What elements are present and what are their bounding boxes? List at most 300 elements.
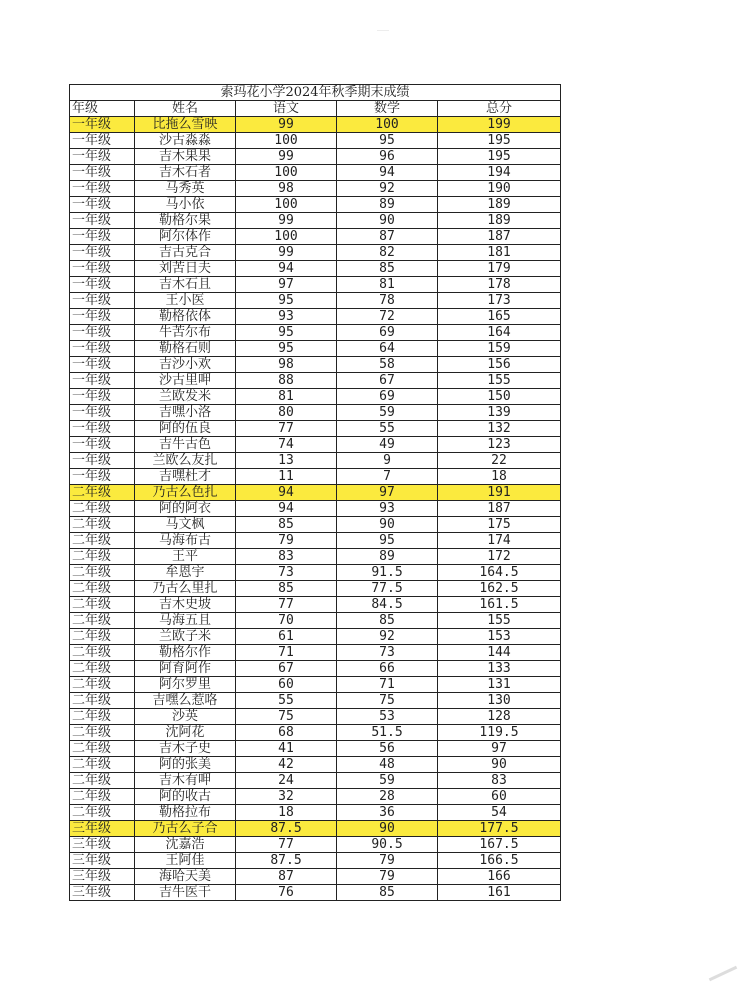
total-score-cell: 22 — [438, 453, 561, 469]
total-score-cell: 97 — [438, 741, 561, 757]
student-name-cell: 吉木有呷 — [135, 773, 236, 789]
grade-cell: 一年级 — [70, 373, 135, 389]
grade-cell: 三年级 — [70, 885, 135, 901]
student-name-cell: 阿尔罗里 — [135, 677, 236, 693]
header-name: 姓名 — [135, 101, 236, 117]
chinese-score-cell: 83 — [236, 549, 337, 565]
math-score-cell: 48 — [337, 757, 438, 773]
total-score-cell: 161 — [438, 885, 561, 901]
scan-mark — [377, 30, 389, 44]
grade-cell: 二年级 — [70, 693, 135, 709]
table-row — [70, 805, 561, 821]
table-row — [70, 245, 561, 261]
grade-cell: 一年级 — [70, 325, 135, 341]
grade-cell: 二年级 — [70, 581, 135, 597]
math-score-cell: 79 — [337, 853, 438, 869]
student-name-cell: 阿尔体作 — [135, 229, 236, 245]
grade-cell: 二年级 — [70, 805, 135, 821]
math-score-cell: 95 — [337, 133, 438, 149]
math-score-cell: 81 — [337, 277, 438, 293]
student-name-cell: 比拖么雪映 — [135, 117, 236, 133]
chinese-score-cell: 70 — [236, 613, 337, 629]
student-name-cell: 乃古么子合 — [135, 821, 236, 837]
student-name-cell: 勒格尔作 — [135, 645, 236, 661]
grade-cell: 一年级 — [70, 437, 135, 453]
table-row — [70, 517, 561, 533]
total-score-cell: 155 — [438, 613, 561, 629]
math-score-cell: 55 — [337, 421, 438, 437]
math-score-cell: 90.5 — [337, 837, 438, 853]
math-score-cell: 28 — [337, 789, 438, 805]
student-name-cell: 兰欧发米 — [135, 389, 236, 405]
table-row — [70, 213, 561, 229]
math-score-cell: 85 — [337, 613, 438, 629]
total-score-cell: 159 — [438, 341, 561, 357]
chinese-score-cell: 42 — [236, 757, 337, 773]
chinese-score-cell: 68 — [236, 725, 337, 741]
total-score-cell: 90 — [438, 757, 561, 773]
table-row — [70, 277, 561, 293]
chinese-score-cell: 74 — [236, 437, 337, 453]
math-score-cell: 64 — [337, 341, 438, 357]
table-row — [70, 789, 561, 805]
total-score-cell: 195 — [438, 133, 561, 149]
grade-cell: 一年级 — [70, 277, 135, 293]
total-score-cell: 153 — [438, 629, 561, 645]
student-name-cell: 沙古里呷 — [135, 373, 236, 389]
math-score-cell: 69 — [337, 325, 438, 341]
math-score-cell: 72 — [337, 309, 438, 325]
chinese-score-cell: 85 — [236, 517, 337, 533]
table-row — [70, 709, 561, 725]
table-row — [70, 741, 561, 757]
student-name-cell: 马小依 — [135, 197, 236, 213]
total-score-cell: 128 — [438, 709, 561, 725]
total-score-cell: 131 — [438, 677, 561, 693]
total-score-cell: 175 — [438, 517, 561, 533]
student-name-cell: 勒格尔果 — [135, 213, 236, 229]
table-row — [70, 581, 561, 597]
student-name-cell: 吉嘿么惹咯 — [135, 693, 236, 709]
total-score-cell: 178 — [438, 277, 561, 293]
grade-cell: 二年级 — [70, 565, 135, 581]
chinese-score-cell: 67 — [236, 661, 337, 677]
math-score-cell: 91.5 — [337, 565, 438, 581]
math-score-cell: 59 — [337, 405, 438, 421]
math-score-cell: 90 — [337, 821, 438, 837]
table-row — [70, 261, 561, 277]
student-name-cell: 沙英 — [135, 709, 236, 725]
total-score-cell: 161.5 — [438, 597, 561, 613]
chinese-score-cell: 85 — [236, 581, 337, 597]
math-score-cell: 85 — [337, 885, 438, 901]
chinese-score-cell: 94 — [236, 501, 337, 517]
grade-cell: 一年级 — [70, 229, 135, 245]
student-name-cell: 勒格石则 — [135, 341, 236, 357]
table-row — [70, 181, 561, 197]
chinese-score-cell: 87 — [236, 869, 337, 885]
total-score-cell: 174 — [438, 533, 561, 549]
grade-cell: 二年级 — [70, 613, 135, 629]
chinese-score-cell: 87.5 — [236, 821, 337, 837]
table-row — [70, 565, 561, 581]
total-score-cell: 139 — [438, 405, 561, 421]
chinese-score-cell: 98 — [236, 357, 337, 373]
total-score-cell: 18 — [438, 469, 561, 485]
student-name-cell: 吉木史坡 — [135, 597, 236, 613]
grade-cell: 一年级 — [70, 245, 135, 261]
table-row — [70, 597, 561, 613]
table-row — [70, 885, 561, 901]
chinese-score-cell: 100 — [236, 197, 337, 213]
grade-cell: 二年级 — [70, 485, 135, 501]
chinese-score-cell: 55 — [236, 693, 337, 709]
grade-cell: 一年级 — [70, 469, 135, 485]
student-name-cell: 乃古么色扎 — [135, 485, 236, 501]
student-name-cell: 沈阿花 — [135, 725, 236, 741]
table-row — [70, 133, 561, 149]
table-row — [70, 645, 561, 661]
chinese-score-cell: 98 — [236, 181, 337, 197]
student-name-cell: 马秀英 — [135, 181, 236, 197]
student-name-cell: 吉木果果 — [135, 149, 236, 165]
total-score-cell: 166.5 — [438, 853, 561, 869]
grade-cell: 一年级 — [70, 117, 135, 133]
table-title: 索玛花小学2024年秋季期末成绩 — [70, 85, 561, 101]
total-score-cell: 199 — [438, 117, 561, 133]
total-score-cell: 150 — [438, 389, 561, 405]
student-name-cell: 阿的张美 — [135, 757, 236, 773]
table-header-row — [70, 101, 561, 117]
total-score-cell: 167.5 — [438, 837, 561, 853]
table-row — [70, 405, 561, 421]
total-score-cell: 189 — [438, 213, 561, 229]
grade-cell: 二年级 — [70, 725, 135, 741]
chinese-score-cell: 61 — [236, 629, 337, 645]
student-name-cell: 刘苦日夫 — [135, 261, 236, 277]
chinese-score-cell: 99 — [236, 245, 337, 261]
chinese-score-cell: 97 — [236, 277, 337, 293]
grade-cell: 二年级 — [70, 677, 135, 693]
table-row — [70, 293, 561, 309]
table-title-row — [70, 85, 561, 101]
table-row — [70, 373, 561, 389]
student-name-cell: 兰欧么友扎 — [135, 453, 236, 469]
student-name-cell: 勒格拉布 — [135, 805, 236, 821]
student-name-cell: 吉嘿杜才 — [135, 469, 236, 485]
total-score-cell: 191 — [438, 485, 561, 501]
header-chinese: 语文 — [236, 101, 337, 117]
table-row — [70, 309, 561, 325]
math-score-cell: 53 — [337, 709, 438, 725]
grades-table-body — [70, 85, 561, 901]
header-math: 数学 — [337, 101, 438, 117]
grade-cell: 三年级 — [70, 821, 135, 837]
student-name-cell: 吉牛古色 — [135, 437, 236, 453]
grade-cell: 一年级 — [70, 405, 135, 421]
total-score-cell: 187 — [438, 229, 561, 245]
math-score-cell: 89 — [337, 197, 438, 213]
total-score-cell: 132 — [438, 421, 561, 437]
total-score-cell: 189 — [438, 197, 561, 213]
table-row — [70, 501, 561, 517]
chinese-score-cell: 100 — [236, 165, 337, 181]
chinese-score-cell: 80 — [236, 405, 337, 421]
grade-cell: 二年级 — [70, 517, 135, 533]
chinese-score-cell: 32 — [236, 789, 337, 805]
chinese-score-cell: 100 — [236, 229, 337, 245]
student-name-cell: 吉牛医干 — [135, 885, 236, 901]
chinese-score-cell: 93 — [236, 309, 337, 325]
math-score-cell: 7 — [337, 469, 438, 485]
student-name-cell: 吉木子史 — [135, 741, 236, 757]
math-score-cell: 82 — [337, 245, 438, 261]
grade-cell: 一年级 — [70, 197, 135, 213]
table-row — [70, 341, 561, 357]
student-name-cell: 阿的阿衣 — [135, 501, 236, 517]
student-name-cell: 阿的收古 — [135, 789, 236, 805]
math-score-cell: 67 — [337, 373, 438, 389]
grade-cell: 三年级 — [70, 869, 135, 885]
table-row — [70, 629, 561, 645]
math-score-cell: 49 — [337, 437, 438, 453]
math-score-cell: 90 — [337, 517, 438, 533]
chinese-score-cell: 75 — [236, 709, 337, 725]
grade-cell: 二年级 — [70, 549, 135, 565]
chinese-score-cell: 95 — [236, 341, 337, 357]
math-score-cell: 56 — [337, 741, 438, 757]
grade-cell: 一年级 — [70, 309, 135, 325]
grade-cell: 一年级 — [70, 133, 135, 149]
math-score-cell: 96 — [337, 149, 438, 165]
chinese-score-cell: 79 — [236, 533, 337, 549]
grade-cell: 二年级 — [70, 789, 135, 805]
student-name-cell: 牛苦尔布 — [135, 325, 236, 341]
total-score-cell: 172 — [438, 549, 561, 565]
math-score-cell: 73 — [337, 645, 438, 661]
total-score-cell: 130 — [438, 693, 561, 709]
math-score-cell: 71 — [337, 677, 438, 693]
math-score-cell: 87 — [337, 229, 438, 245]
total-score-cell: 181 — [438, 245, 561, 261]
math-score-cell: 94 — [337, 165, 438, 181]
header-total: 总分 — [438, 101, 561, 117]
table-row — [70, 229, 561, 245]
table-row — [70, 389, 561, 405]
student-name-cell: 王小医 — [135, 293, 236, 309]
total-score-cell: 194 — [438, 165, 561, 181]
grade-cell: 一年级 — [70, 421, 135, 437]
total-score-cell: 144 — [438, 645, 561, 661]
total-score-cell: 173 — [438, 293, 561, 309]
table-row — [70, 469, 561, 485]
grade-cell: 一年级 — [70, 213, 135, 229]
header-grade: 年级 — [70, 101, 135, 117]
total-score-cell: 164 — [438, 325, 561, 341]
chinese-score-cell: 18 — [236, 805, 337, 821]
table-row — [70, 837, 561, 853]
student-name-cell: 吉古克合 — [135, 245, 236, 261]
student-name-cell: 吉嘿小洛 — [135, 405, 236, 421]
math-score-cell: 93 — [337, 501, 438, 517]
student-name-cell: 阿育阿作 — [135, 661, 236, 677]
chinese-score-cell: 99 — [236, 117, 337, 133]
grade-cell: 一年级 — [70, 453, 135, 469]
chinese-score-cell: 77 — [236, 421, 337, 437]
math-score-cell: 69 — [337, 389, 438, 405]
math-score-cell: 78 — [337, 293, 438, 309]
math-score-cell: 100 — [337, 117, 438, 133]
grade-cell: 一年级 — [70, 357, 135, 373]
scan-artifact — [709, 966, 737, 981]
student-name-cell: 沈嘉浩 — [135, 837, 236, 853]
grade-cell: 二年级 — [70, 661, 135, 677]
chinese-score-cell: 76 — [236, 885, 337, 901]
chinese-score-cell: 95 — [236, 325, 337, 341]
grade-cell: 二年级 — [70, 645, 135, 661]
total-score-cell: 187 — [438, 501, 561, 517]
chinese-score-cell: 100 — [236, 133, 337, 149]
math-score-cell: 77.5 — [337, 581, 438, 597]
grade-cell: 二年级 — [70, 533, 135, 549]
table-row — [70, 821, 561, 837]
chinese-score-cell: 77 — [236, 597, 337, 613]
table-row — [70, 533, 561, 549]
math-score-cell: 75 — [337, 693, 438, 709]
total-score-cell: 54 — [438, 805, 561, 821]
table-row — [70, 549, 561, 565]
table-row — [70, 325, 561, 341]
total-score-cell: 155 — [438, 373, 561, 389]
chinese-score-cell: 77 — [236, 837, 337, 853]
chinese-score-cell: 81 — [236, 389, 337, 405]
total-score-cell: 83 — [438, 773, 561, 789]
student-name-cell: 王阿佳 — [135, 853, 236, 869]
table-row — [70, 613, 561, 629]
math-score-cell: 9 — [337, 453, 438, 469]
student-name-cell: 勒格依体 — [135, 309, 236, 325]
total-score-cell: 156 — [438, 357, 561, 373]
student-name-cell: 吉沙小欢 — [135, 357, 236, 373]
chinese-score-cell: 13 — [236, 453, 337, 469]
total-score-cell: 165 — [438, 309, 561, 325]
table-row — [70, 357, 561, 373]
student-name-cell: 海哈天美 — [135, 869, 236, 885]
student-name-cell: 王平 — [135, 549, 236, 565]
table-row — [70, 773, 561, 789]
math-score-cell: 84.5 — [337, 597, 438, 613]
table-row — [70, 853, 561, 869]
total-score-cell: 162.5 — [438, 581, 561, 597]
student-name-cell: 马海五且 — [135, 613, 236, 629]
table-row — [70, 485, 561, 501]
chinese-score-cell: 24 — [236, 773, 337, 789]
table-row — [70, 165, 561, 181]
math-score-cell: 92 — [337, 629, 438, 645]
grades-table — [69, 84, 561, 901]
chinese-score-cell: 71 — [236, 645, 337, 661]
table-row — [70, 693, 561, 709]
grade-cell: 二年级 — [70, 597, 135, 613]
chinese-score-cell: 99 — [236, 149, 337, 165]
total-score-cell: 164.5 — [438, 565, 561, 581]
chinese-score-cell: 11 — [236, 469, 337, 485]
student-name-cell: 乃古么里扎 — [135, 581, 236, 597]
math-score-cell: 79 — [337, 869, 438, 885]
grade-cell: 二年级 — [70, 709, 135, 725]
grade-cell: 一年级 — [70, 165, 135, 181]
math-score-cell: 89 — [337, 549, 438, 565]
student-name-cell: 吉木石者 — [135, 165, 236, 181]
student-name-cell: 吉木石且 — [135, 277, 236, 293]
table-row — [70, 437, 561, 453]
math-score-cell: 59 — [337, 773, 438, 789]
table-row — [70, 421, 561, 437]
table-row — [70, 757, 561, 773]
math-score-cell: 90 — [337, 213, 438, 229]
chinese-score-cell: 99 — [236, 213, 337, 229]
chinese-score-cell: 94 — [236, 261, 337, 277]
chinese-score-cell: 88 — [236, 373, 337, 389]
math-score-cell: 36 — [337, 805, 438, 821]
table-row — [70, 117, 561, 133]
student-name-cell: 牟恩宇 — [135, 565, 236, 581]
chinese-score-cell: 41 — [236, 741, 337, 757]
total-score-cell: 195 — [438, 149, 561, 165]
total-score-cell: 123 — [438, 437, 561, 453]
math-score-cell: 97 — [337, 485, 438, 501]
math-score-cell: 85 — [337, 261, 438, 277]
grade-cell: 一年级 — [70, 341, 135, 357]
student-name-cell: 兰欧子米 — [135, 629, 236, 645]
math-score-cell: 66 — [337, 661, 438, 677]
chinese-score-cell: 73 — [236, 565, 337, 581]
math-score-cell: 92 — [337, 181, 438, 197]
student-name-cell: 马文枫 — [135, 517, 236, 533]
grade-cell: 一年级 — [70, 389, 135, 405]
table-row — [70, 661, 561, 677]
grade-cell: 一年级 — [70, 149, 135, 165]
total-score-cell: 177.5 — [438, 821, 561, 837]
total-score-cell: 190 — [438, 181, 561, 197]
table-row — [70, 197, 561, 213]
grade-cell: 二年级 — [70, 501, 135, 517]
student-name-cell: 沙古淼淼 — [135, 133, 236, 149]
chinese-score-cell: 87.5 — [236, 853, 337, 869]
total-score-cell: 133 — [438, 661, 561, 677]
grade-cell: 一年级 — [70, 261, 135, 277]
grade-cell: 二年级 — [70, 773, 135, 789]
student-name-cell: 马海布古 — [135, 533, 236, 549]
grade-cell: 二年级 — [70, 629, 135, 645]
grade-cell: 二年级 — [70, 741, 135, 757]
table-row — [70, 149, 561, 165]
total-score-cell: 60 — [438, 789, 561, 805]
grade-cell: 三年级 — [70, 853, 135, 869]
math-score-cell: 58 — [337, 357, 438, 373]
grade-cell: 三年级 — [70, 837, 135, 853]
table-row — [70, 869, 561, 885]
math-score-cell: 95 — [337, 533, 438, 549]
table-row — [70, 453, 561, 469]
total-score-cell: 119.5 — [438, 725, 561, 741]
chinese-score-cell: 94 — [236, 485, 337, 501]
chinese-score-cell: 60 — [236, 677, 337, 693]
grade-cell: 一年级 — [70, 293, 135, 309]
total-score-cell: 166 — [438, 869, 561, 885]
math-score-cell: 51.5 — [337, 725, 438, 741]
table-row — [70, 725, 561, 741]
